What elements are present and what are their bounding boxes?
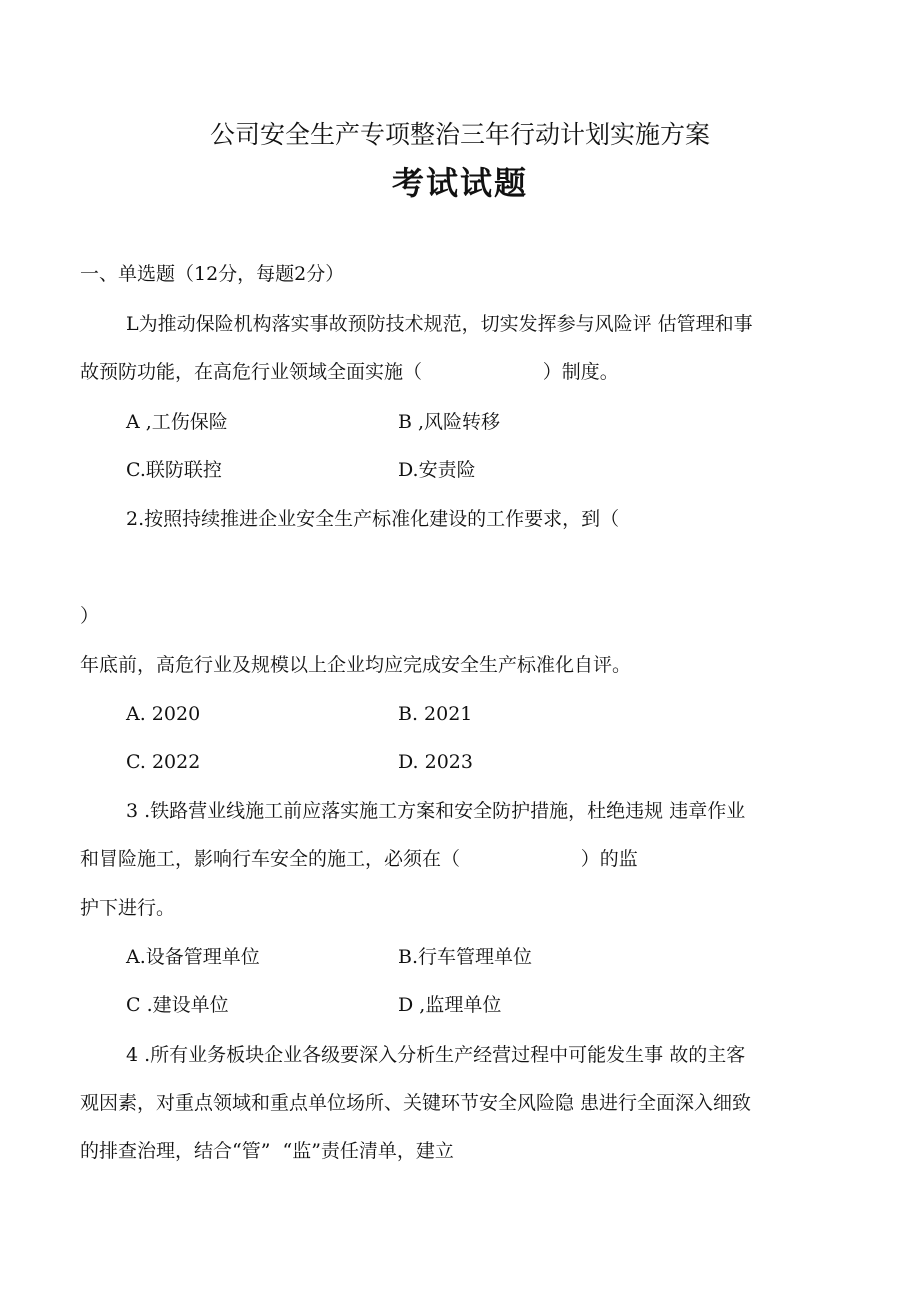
question-3-line-1: 3 .铁路营业线施工前应落实施工方案和安全防护措施，杜绝违规 违章作业: [126, 800, 746, 822]
question-3-option-d: D ,监理单位: [398, 994, 502, 1016]
question-4-line-1: 4 .所有业务板块企业各级要深入分析生产经营过程中可能发生事 故的主客: [126, 1044, 746, 1066]
question-1-option-d: D.安责险: [398, 459, 476, 481]
document-subtitle: 考试试题: [391, 164, 528, 202]
question-3-option-a: A.设备管理单位: [126, 946, 260, 968]
question-2-option-a: A. 2020: [126, 703, 201, 725]
question-2-option-d: D. 2023: [398, 751, 473, 773]
document-title: 公司安全生产专项整治三年行动计划实施方案: [209, 120, 710, 149]
question-2-option-b: B. 2021: [398, 703, 473, 725]
question-2-line-1: 2.按照持续推进企业安全生产标准化建设的工作要求，到（: [126, 508, 620, 530]
question-3-line-3: 护下进行。: [80, 897, 176, 919]
question-1-line-1: L为推动保险机构落实事故预防技术规范，切实发挥参与风险评 估管理和事: [126, 313, 753, 335]
question-2-option-c: C. 2022: [126, 751, 201, 773]
question-2-line-3: 年底前，高危行业及规模以上企业均应完成安全生产标准化自评。: [80, 654, 632, 676]
question-2-line-2: ）: [80, 605, 100, 627]
question-4-line-2: 观因素，对重点领域和重点单位场所、关键环节安全风险隐 患进行全面深入细致: [80, 1092, 752, 1114]
question-4-line-3: 的排查治理，结合“管” “监”责任清单，建立: [80, 1140, 454, 1162]
question-3-line-2: 和冒险施工，影响行车安全的施工，必须在（ ）的监: [80, 848, 638, 870]
question-1-option-a: A ,工伤保险: [126, 411, 228, 433]
question-3-option-b: B.行车管理单位: [398, 946, 533, 968]
question-1-line-2: 故预防功能，在高危行业领域全面实施（ ）制度。: [80, 361, 619, 383]
section-heading: 一、单选题（12分，每题2分）: [80, 263, 345, 285]
question-1-option-c: C.联防联控: [126, 459, 222, 481]
question-3-option-c: C .建设单位: [126, 994, 229, 1016]
question-1-option-b: B ,风险转移: [398, 411, 501, 433]
